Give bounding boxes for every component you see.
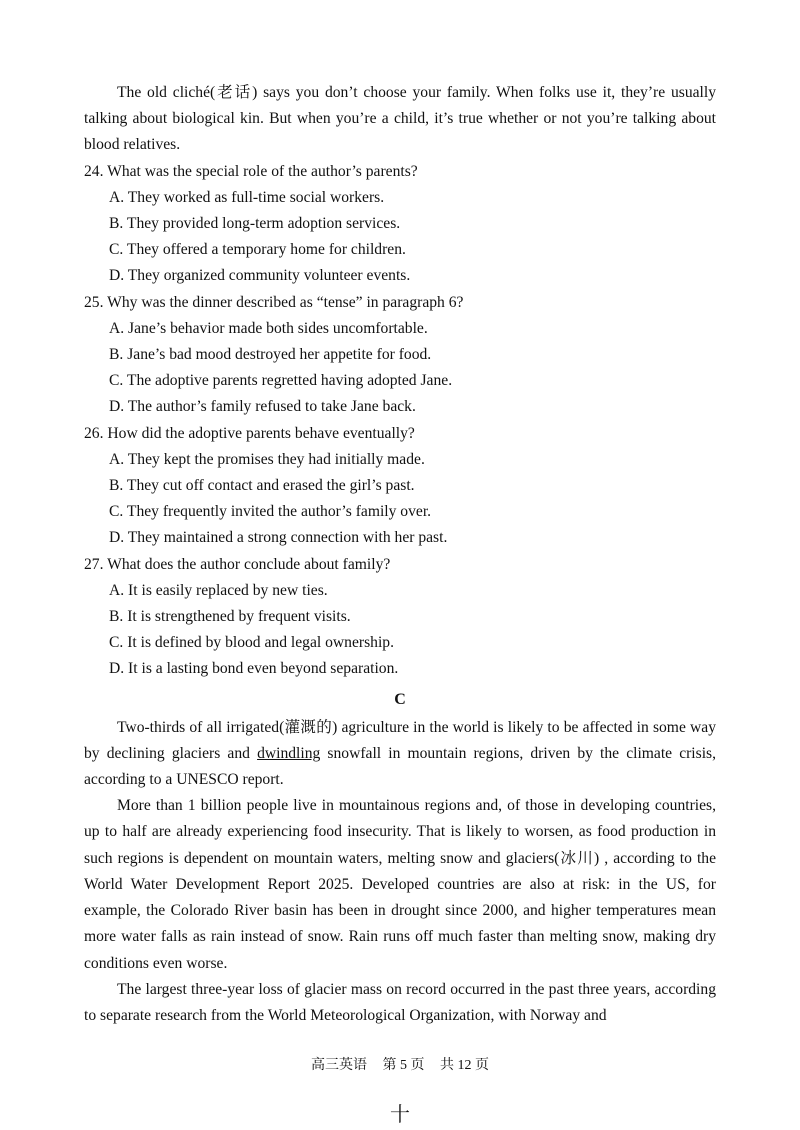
- footer-page-number: 第 5 页: [382, 1058, 425, 1073]
- paragraph-text: Two-thirds of all irrigated(灌溉的) agriculture in the world is likely to be affected in some way by declining glaciers and: [84, 718, 716, 762]
- question-25: [84, 290, 716, 421]
- question-stem: 27. What does the author conclude about family?: [84, 555, 391, 573]
- option-b: B. Jane’s bad mood destroyed her appetite for food.: [109, 346, 432, 364]
- passage-c-paragraph-2: More than 1 billion people live in mountainous regions and, of those in developing countries, up to half are already experiencing food insecurity. That is likely to worsen, as food production in such regions is dependent on mountain waters, melting snow and glaciers(冰川) , according to the World Water Development Report 2025. Developed countries are also at risk: in the US, for example, the Colorado River basin has been in drought since 2000, and higher temperatures mean more water falls as rain instead of snow. Rain runs off much faster than melting snow, making dry conditions even worse.: [84, 797, 716, 972]
- option-a: A. They kept the promises they had initially made.: [109, 450, 425, 468]
- question-27: [84, 552, 716, 683]
- passage-c-paragraph-3: The largest three-year loss of glacier mass on record occurred in the past three years, according to separate research from the World Meteorological Organization, with Norway and: [84, 980, 716, 1024]
- option-d: D. It is a lasting bond even beyond separation.: [109, 660, 399, 678]
- footer-subject: 高三英语: [311, 1058, 367, 1073]
- option-b: B. They provided long-term adoption services.: [109, 215, 401, 233]
- option-c: C. They frequently invited the author’s family over.: [109, 503, 432, 521]
- passage-c-paragraph-1: [84, 715, 716, 794]
- question-24: [84, 159, 716, 290]
- question-stem: 25. Why was the dinner described as “tense” in paragraph 6?: [84, 293, 464, 311]
- option-a: A. It is easily replaced by new ties.: [109, 581, 328, 599]
- option-d: D. The author’s family refused to take Jane back.: [109, 398, 416, 416]
- page-footer: [0, 1054, 800, 1074]
- intro-paragraph: The old cliché(老话) says you don’t choose your family. When folks use it, they’re usually talking about biological kin. But when you’re a child, it’s true whether or not you’re talking about blood relatives.: [84, 84, 716, 154]
- question-stem: 26. How did the adoptive parents behave eventually?: [84, 424, 415, 442]
- option-a: A. Jane’s behavior made both sides uncomfortable.: [109, 319, 428, 337]
- option-a: A. They worked as full-time social workers.: [109, 188, 385, 206]
- option-c: C. The adoptive parents regretted having adopted Jane.: [109, 372, 453, 390]
- question-stem: 24. What was the special role of the author’s parents?: [84, 162, 418, 180]
- underlined-word: dwindling: [257, 744, 321, 762]
- option-d: D. They maintained a strong connection with her past.: [109, 529, 448, 547]
- option-b: B. They cut off contact and erased the girl’s past.: [109, 477, 415, 495]
- option-d: D. They organized community volunteer events.: [109, 267, 411, 285]
- option-b: B. It is strengthened by frequent visits.: [109, 608, 351, 626]
- page-content: [84, 80, 716, 1029]
- section-heading-c: C: [394, 690, 406, 708]
- question-26: [84, 421, 716, 552]
- option-c: C. It is defined by blood and legal ownership.: [109, 634, 394, 652]
- binding-cross-mark: 十: [390, 1104, 410, 1126]
- footer-total-pages: 共 12 页: [440, 1058, 489, 1073]
- option-c: C. They offered a temporary home for children.: [109, 241, 406, 259]
- paragraph-text: snowfall in mountain regions, driven by the climate crisis, according to a UNESCO report.: [84, 744, 717, 789]
